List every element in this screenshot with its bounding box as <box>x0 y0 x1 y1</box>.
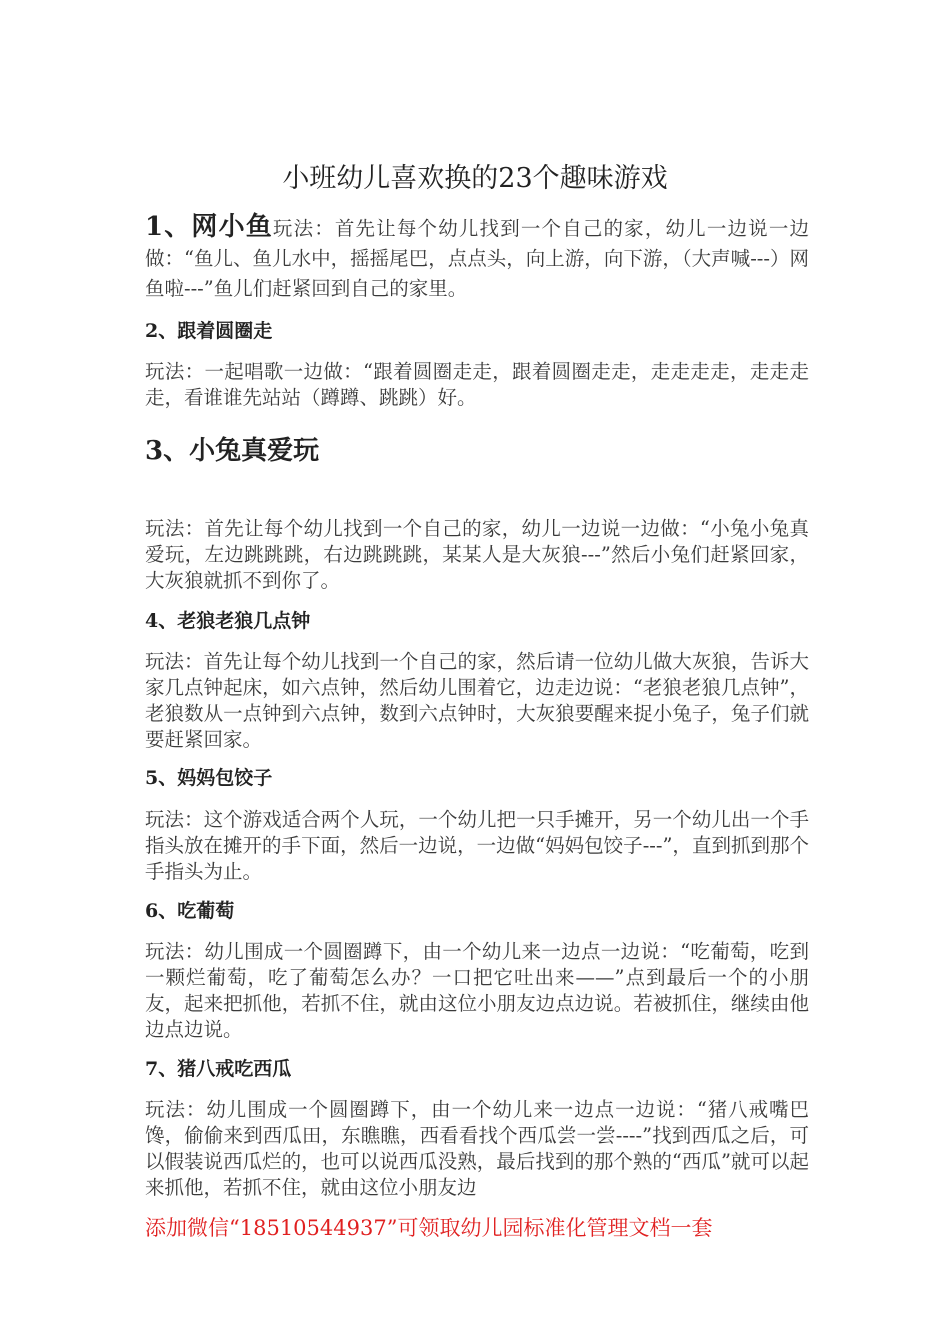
game-7-play: 玩法：幼儿围成一个圆圈蹲下，由一个幼儿来一边点一边说：“猪八戒嘴巴馋，偷偷来到西瓜田，东瞧瞧，西看看找个西瓜尝一尝----”找到西瓜之后，可以假装说西瓜烂的，也可以说西瓜没熟，最后找到的那个熟的“西瓜”就可以起来抓他，若抓不住，就由这位小朋友边 <box>145 1098 809 1199</box>
game-4-heading: 4、老狼老狼几点钟 <box>145 610 311 632</box>
game-4-play: 玩法：首先让每个幼儿找到一个自己的家，然后请一位幼儿做大灰狼，告诉大家几点钟起床，如六点钟，然后幼儿围着它，边走边说：“老狼老狼几点钟”，老狼数从一点钟到六点钟，数到六点钟时，大灰狼要醒来捉小兔子，兔子们就要赶紧回家。 <box>145 650 809 751</box>
game-3-play: 玩法：首先让每个幼儿找到一个自己的家，幼儿一边说一边做：“小兔小兔真爱玩，左边跳跳跳，右边跳跳跳，某某人是大灰狼---”然后小兔们赶紧回家，大灰狼就抓不到你了。 <box>145 517 809 592</box>
game-3-heading: 3、小兔真爱玩 <box>145 436 320 466</box>
game-7-heading: 7、猪八戒吃西瓜 <box>145 1058 292 1080</box>
game-2-heading: 2、跟着圆圈走 <box>145 320 273 342</box>
game-2-play: 玩法：一起唱歌一边做：“跟着圆圈走走，跟着圆圈走走，走走走走，走走走走，看谁谁先站站（蹲蹲、跳跳）好。 <box>145 360 809 409</box>
game-5-play: 玩法：这个游戏适合两个人玩，一个幼儿把一只手摊开，另一个幼儿出一个手指头放在摊开的手下面，然后一边说，一边做“妈妈包饺子---”，直到抓到那个手指头为止。 <box>145 808 809 883</box>
game-6-heading: 6、吃葡萄 <box>145 900 235 922</box>
game-5-heading: 5、妈妈包饺子 <box>145 767 273 789</box>
page-title: 小班幼儿喜欢换的23个趣味游戏 <box>282 163 668 195</box>
footer-promo: 添加微信“18510544937”可领取幼儿园标准化管理文档一套 <box>145 1216 713 1240</box>
game-1-play: 玩法：首先让每个幼儿找到一个自己的家，幼儿一边说一边做：“鱼儿、鱼儿水中，摇摇尾巴，点点头，向上游，向下游，（大声喊---）网鱼啦---”鱼儿们赶紧回到自己的家里。 <box>145 217 809 300</box>
game-1-heading: 1、网小鱼 <box>145 212 273 242</box>
game-1-paragraph <box>145 212 809 304</box>
game-6-play: 玩法：幼儿围成一个圆圈蹲下，由一个幼儿来一边点一边说：“吃葡萄，吃到一颗烂葡萄，吃了葡萄怎么办？一口把它吐出来——”点到最后一个的小朋友，起来把抓他，若抓不住，就由这位小朋友边点边说。若被抓住，继续由他边点边说。 <box>145 940 809 1041</box>
